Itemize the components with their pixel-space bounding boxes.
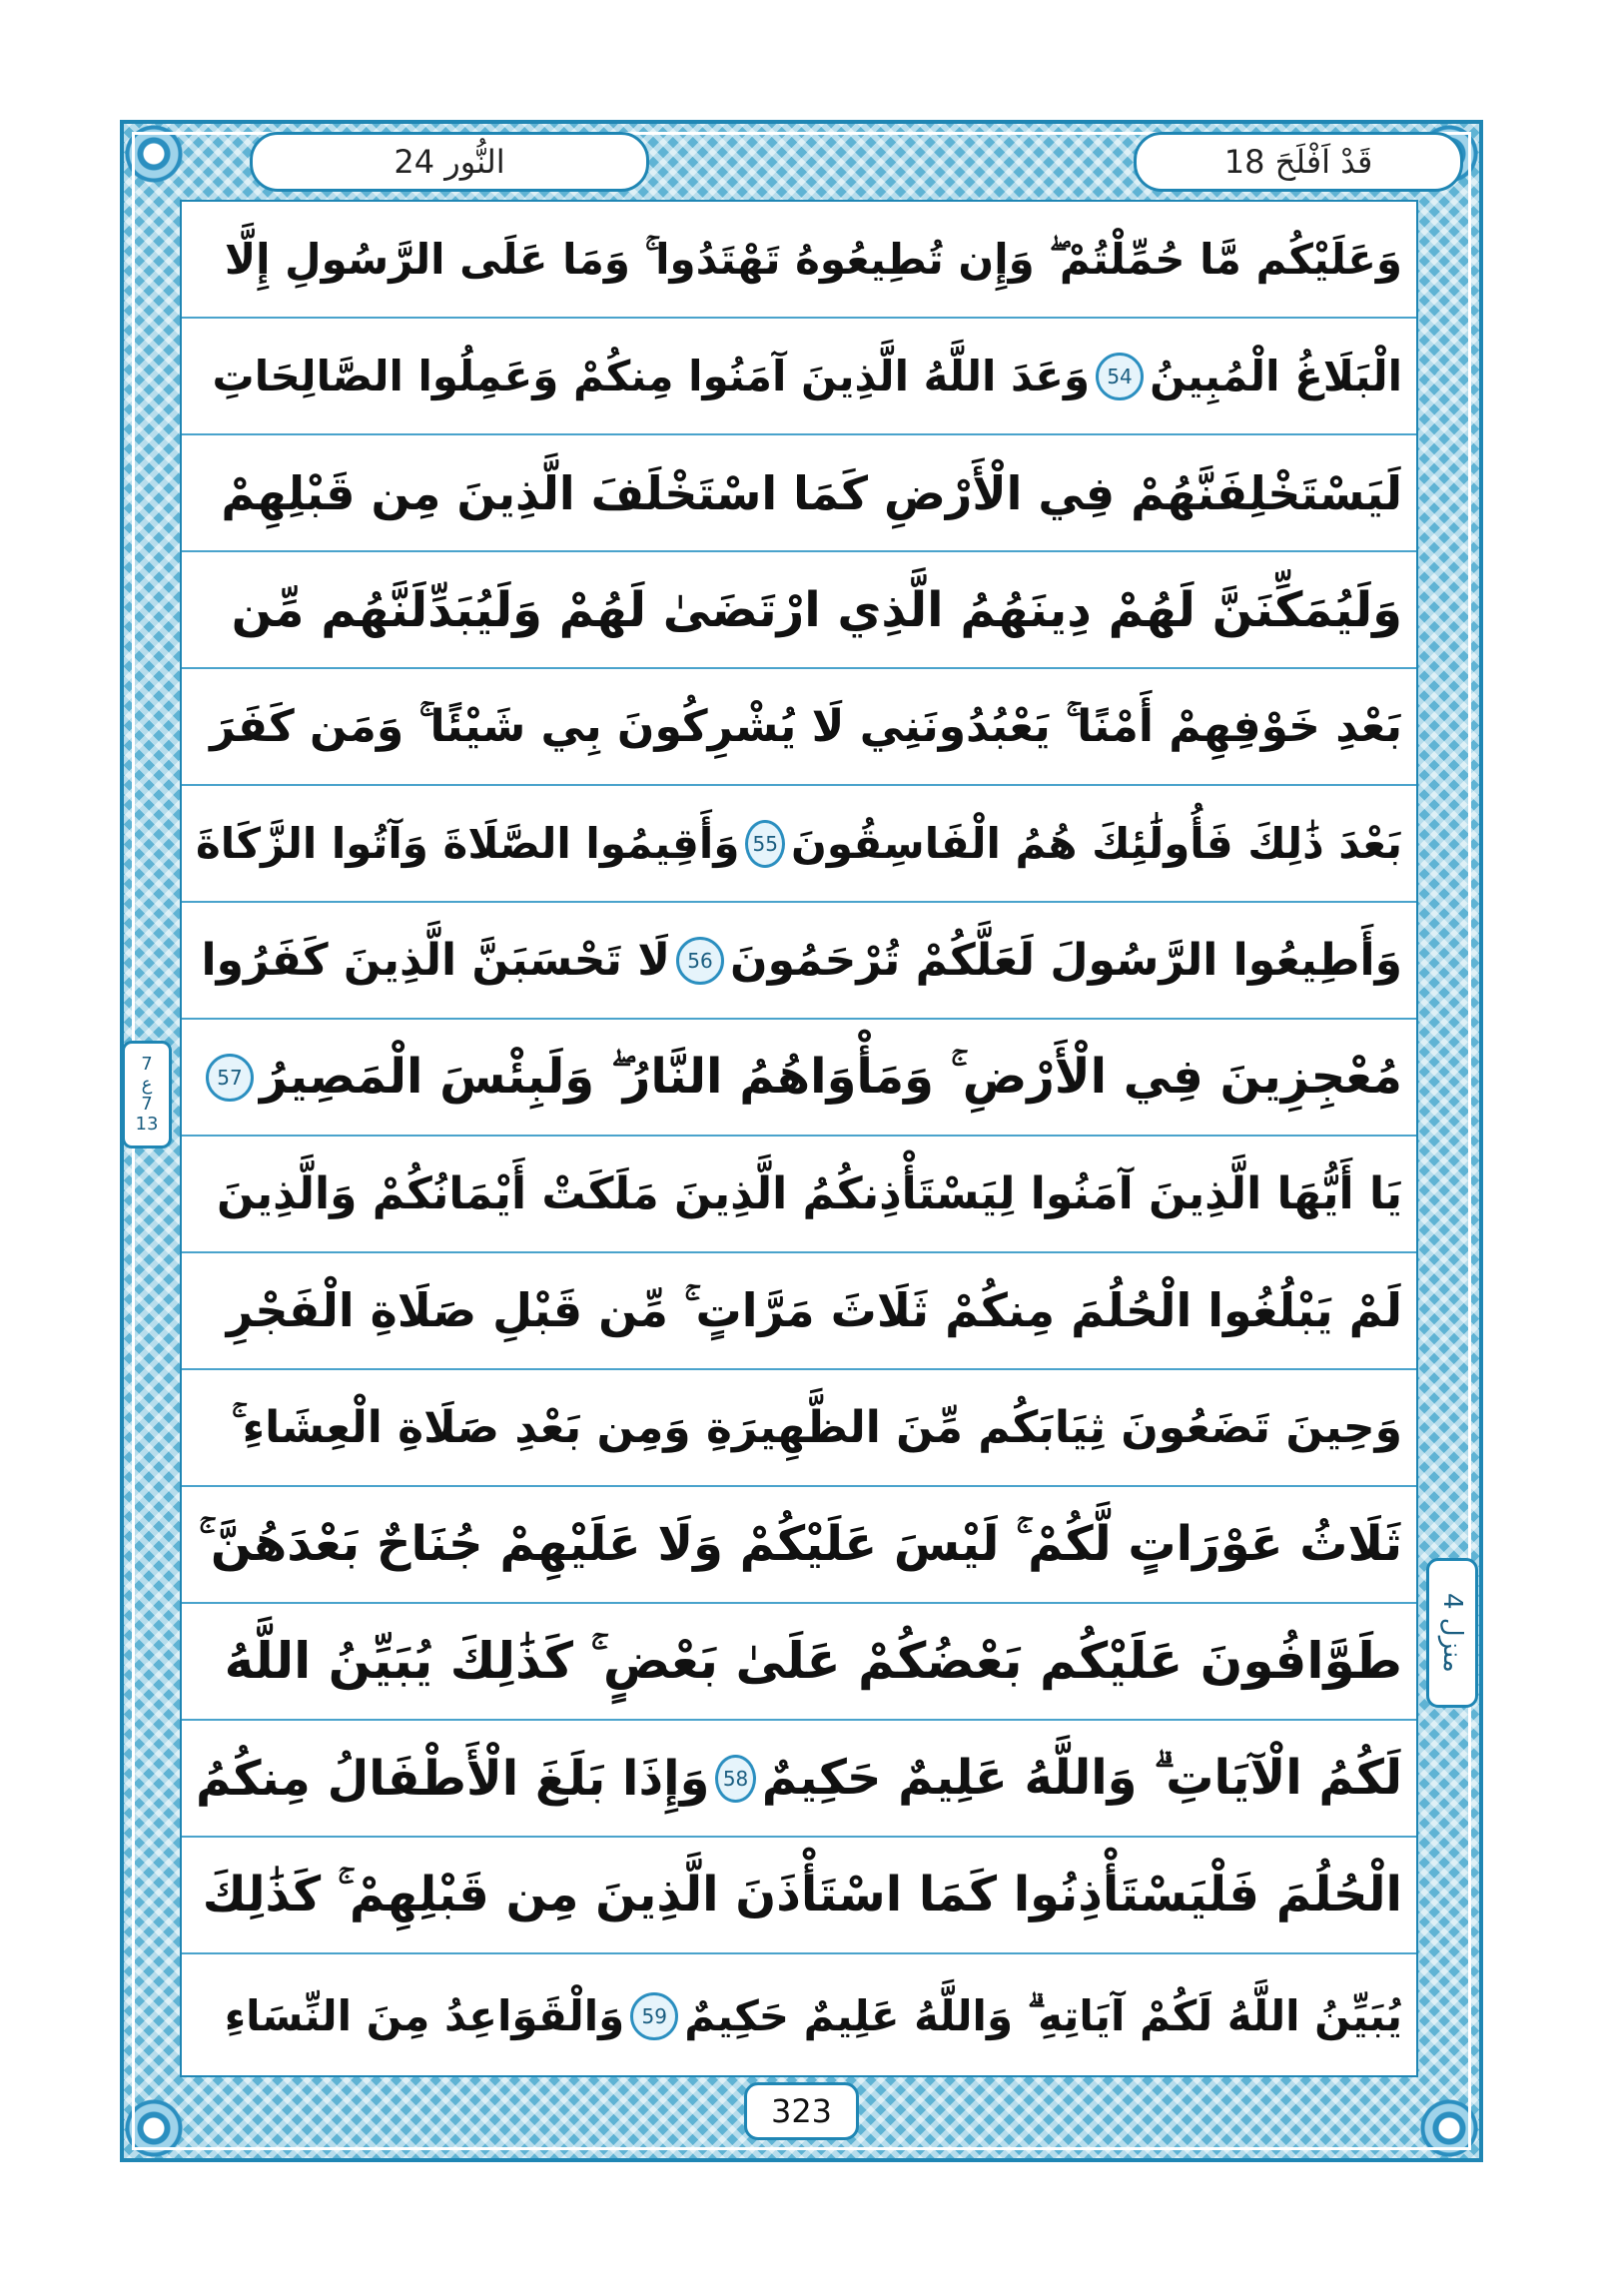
line-text: وَأَطِيعُوا الرَّسُولَ لَعَلَّكُمْ تُرْحَمُونَ [730,935,1402,986]
text-line [182,1604,1416,1721]
line-text: الْبَلَاغُ الْمُبِينُ [1150,352,1402,400]
text-line [182,1954,1416,2077]
manzil-marker [1426,1558,1478,1708]
line-text: لَا تَحْسَبَنَّ الَّذِينَ كَفَرُوا [201,935,671,986]
line-text: وَعَلَيْكُم مَّا حُمِّلْتُمْ ۖ وَإِن تُطِيعُوهُ تَهْتَدُوا ۚ وَمَا عَلَى الرَّسُولِ إِلَّا [224,234,1402,284]
text-line [182,786,1416,903]
line-text: وَحِينَ تَضَعُونَ ثِيَابَكُم مِّنَ الظَّهِيرَةِ وَمِن بَعْدِ صَلَاةِ الْعِشَاءِ ۚ [231,1402,1402,1453]
ayah-number-marker: 56 [676,937,724,985]
ayah-number-marker: 57 [206,1054,254,1102]
juz-name-header [1134,132,1463,192]
manzil-label: منزل 4 [1437,1593,1467,1673]
ruku-marker [122,1041,172,1148]
page-number-label: 323 [770,2092,833,2130]
text-line [182,202,1416,319]
juz-label: قَدْ اَفْلَحَ 18 [1223,143,1373,181]
ruku-top-number: 7 [141,1054,153,1076]
line-text: لَيَسْتَخْلِفَنَّهُمْ فِي الْأَرْضِ كَمَا اسْتَخْلَفَ الَّذِينَ مِن قَبْلِهِمْ [221,465,1402,520]
surah-label: النُّور 24 [394,143,505,181]
text-line [182,1253,1416,1370]
corner-ornament-icon [1419,2098,1479,2158]
line-text: يَا أَيُّهَا الَّذِينَ آمَنُوا لِيَسْتَأْذِنكُمُ الَّذِينَ مَلَكَتْ أَيْمَانُكُمْ وَالَّذِينَ [216,1168,1402,1219]
line-text: ثَلَاثُ عَوْرَاتٍ لَّكُمْ ۚ لَيْسَ عَلَيْكُمْ وَلَا عَلَيْهِمْ جُنَاحٌ بَعْدَهُنَّ ۚ [198,1516,1402,1572]
text-line [182,1487,1416,1604]
line-text: بَعْدَ ذَٰلِكَ فَأُولَٰئِكَ هُمُ الْفَاسِقُونَ [791,819,1402,868]
line-text: وَأَقِيمُوا الصَّلَاةَ وَآتُوا الزَّكَاةَ [196,819,740,868]
line-text: وَعَدَ اللَّهُ الَّذِينَ آمَنُوا مِنكُمْ وَعَمِلُوا الصَّالِحَاتِ [212,352,1091,400]
line-text: وَإِذَا بَلَغَ الْأَطْفَالُ مِنكُمُ [196,1750,710,1807]
text-line [182,1838,1416,1954]
corner-ornament-icon [124,2098,184,2158]
text-line [182,669,1416,786]
line-text: الْحُلُمَ فَلْيَسْتَأْذِنُوا كَمَا اسْتَأْذَنَ الَّذِينَ مِن قَبْلِهِمْ ۚ كَذَٰلِكَ [202,1867,1402,1922]
ayah-number-marker: 55 [745,820,785,868]
text-page [180,200,1418,2077]
text-line [182,1721,1416,1838]
line-text: وَلَيُمَكِّنَنَّ لَهُمْ دِينَهُمُ الَّذِي ارْتَضَىٰ لَهُمْ وَلَيُبَدِّلَنَّهُم مِّن [231,581,1402,638]
line-text: مُعْجِزِينَ فِي الْأَرْضِ ۚ وَمَأْوَاهُمُ النَّارُ ۖ وَلَبِئْسَ الْمَصِيرُ [260,1049,1402,1105]
line-text: يُبَيِّنُ اللَّهُ لَكُمْ آيَاتِهِ ۗ وَاللَّهُ عَلِيمٌ حَكِيمٌ [684,1990,1402,2040]
ayah-number-marker: 58 [715,1755,755,1803]
text-line [182,435,1416,552]
text-line [182,1020,1416,1137]
line-text: لَكُمُ الْآيَاتِ ۗ وَاللَّهُ عَلِيمٌ حَكِيمٌ [761,1750,1402,1806]
line-text: لَمْ يَبْلُغُوا الْحُلُمَ مِنكُمْ ثَلَاثَ مَرَّاتٍ ۚ مِّن قَبْلِ صَلَاةِ الْفَجْرِ [226,1282,1402,1337]
ruku-mid-number: 7 [141,1094,153,1115]
text-line [182,552,1416,669]
line-text: طَوَّافُونَ عَلَيْكُم بَعْضُكُمْ عَلَىٰ بَعْضٍ ۚ كَذَٰلِكَ يُبَيِّنُ اللَّهُ [224,1632,1402,1690]
text-line [182,319,1416,435]
text-line [182,1370,1416,1487]
corner-ornament-icon [124,124,184,184]
ayah-number-marker: 59 [630,1992,678,2040]
ruku-letter: ع [141,1074,153,1096]
line-text: بَعْدِ خَوْفِهِمْ أَمْنًا ۚ يَعْبُدُونَنِي لَا يُشْرِكُونَ بِي شَيْئًا ۚ وَمَن كَفَرَ [210,701,1402,752]
ruku-bottom-number: 13 [135,1113,159,1135]
ayah-number-marker: 54 [1096,353,1144,400]
surah-name-header [250,132,649,192]
line-text: وَالْقَوَاعِدُ مِنَ النِّسَاءِ [224,1991,625,2040]
text-line [182,903,1416,1020]
page-number [744,2082,859,2140]
text-line [182,1137,1416,1253]
